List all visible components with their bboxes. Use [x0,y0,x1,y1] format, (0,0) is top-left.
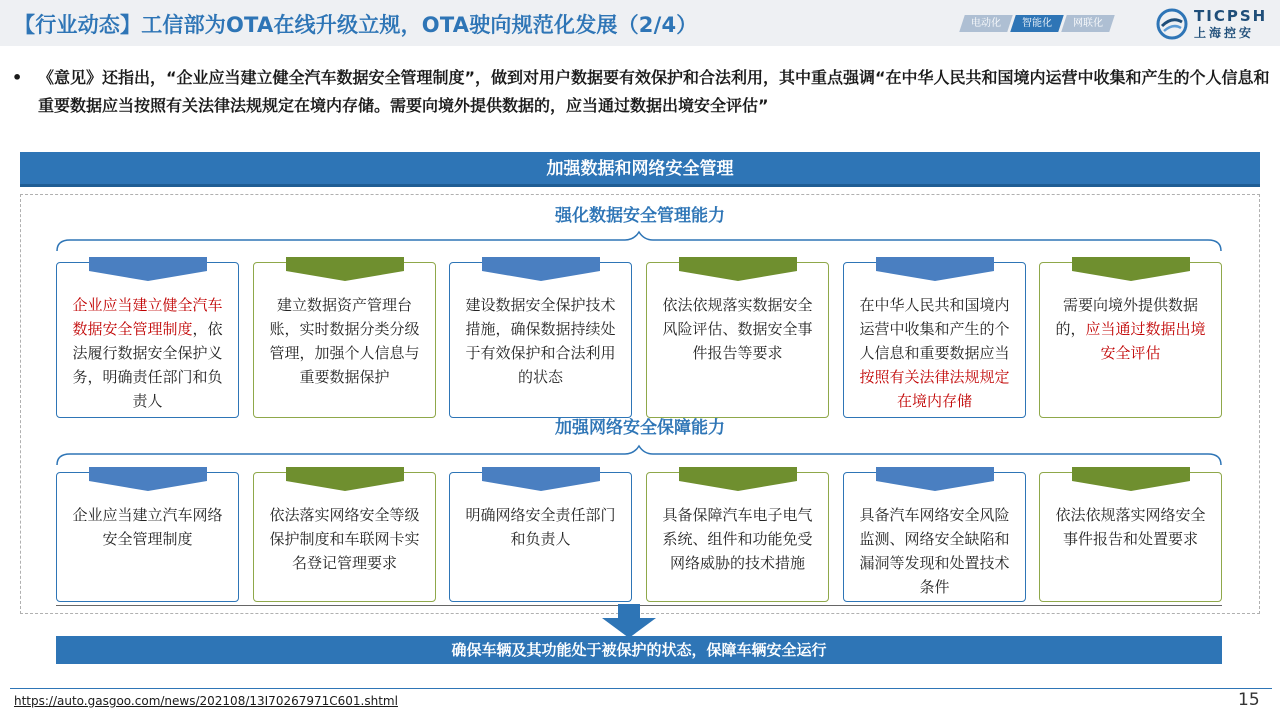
card-network-4 [646,472,829,602]
card-tab-arrow-icon [286,467,404,491]
body-text: 依法落实网络安全等级保护制度和车联网卡实名登记管理要求 [269,506,420,572]
tag-electrification[interactable]: 电动化 [959,15,1013,32]
card-text [1050,293,1211,365]
main-banner: 加强数据和网络安全管理 [20,152,1260,187]
card-data-6 [1039,262,1222,418]
card-data-4 [646,262,829,418]
body-text: 依法依规落实网络安全事件报告和处置要求 [1055,506,1206,548]
card-tab-arrow-icon [482,257,600,281]
card-tab-arrow-icon [679,467,797,491]
card-text [854,503,1015,599]
body-text: 依法依规落实数据安全风险评估、数据安全事件报告等要求 [662,296,813,362]
section-title-data-security: 强化数据安全管理能力 [555,206,725,226]
page-title: 【行业动态】工信部为OTA在线升级立规，OTA驶向规范化发展（2/4） [14,13,698,37]
down-arrow-icon [602,604,656,638]
card-tab-arrow-icon [679,257,797,281]
card-tab-arrow-icon [89,467,207,491]
card-tab-arrow-icon [1072,257,1190,281]
card-tab-arrow-icon [876,467,994,491]
card-tab-arrow-icon [876,257,994,281]
body-text: ，依法履行数据安全保护义务，明确责任部门和负责人 [72,320,223,410]
card-text [264,293,425,389]
highlight-text: 应当通过数据出境安全评估 [1085,320,1206,362]
body-text: 建设数据安全保护技术措施，确保数据持续处于有效保护和合法利用的状态 [465,296,616,386]
card-text [67,293,228,413]
card-data-1 [56,262,239,418]
card-network-5 [843,472,1026,602]
highlight-text: 按照有关法律法规规定在境内存储 [859,368,1010,410]
logo-mark-icon [1156,8,1188,40]
conclusion-banner: 确保车辆及其功能处于被保护的状态，保障车辆安全运行 [56,636,1222,664]
card-network-1 [56,472,239,602]
card-text [1050,503,1211,551]
card-text [264,503,425,575]
section-title-network-security: 加强网络安全保障能力 [555,418,725,438]
card-tab-arrow-icon [89,257,207,281]
footer-divider [10,688,1272,689]
card-tab-arrow-icon [286,257,404,281]
company-logo [1156,6,1274,40]
tag-intelligence[interactable]: 智能化 [1010,15,1064,32]
card-network-6 [1039,472,1222,602]
card-data-2 [253,262,436,418]
card-text [657,293,818,365]
card-network-3 [449,472,632,602]
card-tab-arrow-icon [482,467,600,491]
card-text [67,503,228,551]
source-link[interactable]: https://auto.gasgoo.com/news/202108/13I70267971C601.shtml [14,694,398,708]
card-text [854,293,1015,413]
card-network-2 [253,472,436,602]
card-text [460,503,621,551]
intro-paragraph [12,64,1274,120]
card-data-3 [449,262,632,418]
page-number: 15 [1238,690,1260,710]
card-text [460,293,621,389]
body-text: 建立数据资产管理台账，实时数据分类分级管理，加强个人信息与重要数据保护 [269,296,420,386]
logo-text-cn: 上海控安 [1194,26,1255,40]
brace-network-security [56,444,1222,466]
body-text: 具备汽车网络安全风险监测、网络安全缺陷和漏洞等发现和处置技术条件 [859,506,1010,596]
body-text: 企业应当建立汽车网络安全管理制度 [72,506,223,548]
highlight-text: 企业应当建立健全汽车数据安全管理制度 [72,296,223,338]
card-tab-arrow-icon [1072,467,1190,491]
body-text: 具备保障汽车电子电气系统、组件和功能免受网络威胁的技术措施 [662,506,813,572]
bullet-point: • [12,68,23,87]
body-text: 在中华人民共和国境内运营中收集和产生的个人信息和重要数据应当 [859,296,1010,362]
body-text: 明确网络安全责任部门和负责人 [465,506,616,548]
intro-text: 《意见》还指出，“企业应当建立健全汽车数据安全管理制度”，做到对用户数据要有效保护和合法利用，其中重点强调“在中华人民共和国境内运营中收集和产生的个人信息和重要数据应当按照有关法律法规规定在境内存储。需要向境外提供数据的，应当通过数据出境安全评估” [38,68,1270,115]
card-text [657,503,818,575]
card-data-5 [843,262,1026,418]
category-tags [962,15,1112,32]
header-bar [0,0,1280,46]
body-text: 需要向境外提供数据的， [1055,296,1198,338]
tag-connectivity[interactable]: 网联化 [1061,15,1115,32]
brace-data-security [56,230,1222,252]
logo-text-en: TICPSH [1194,7,1268,25]
